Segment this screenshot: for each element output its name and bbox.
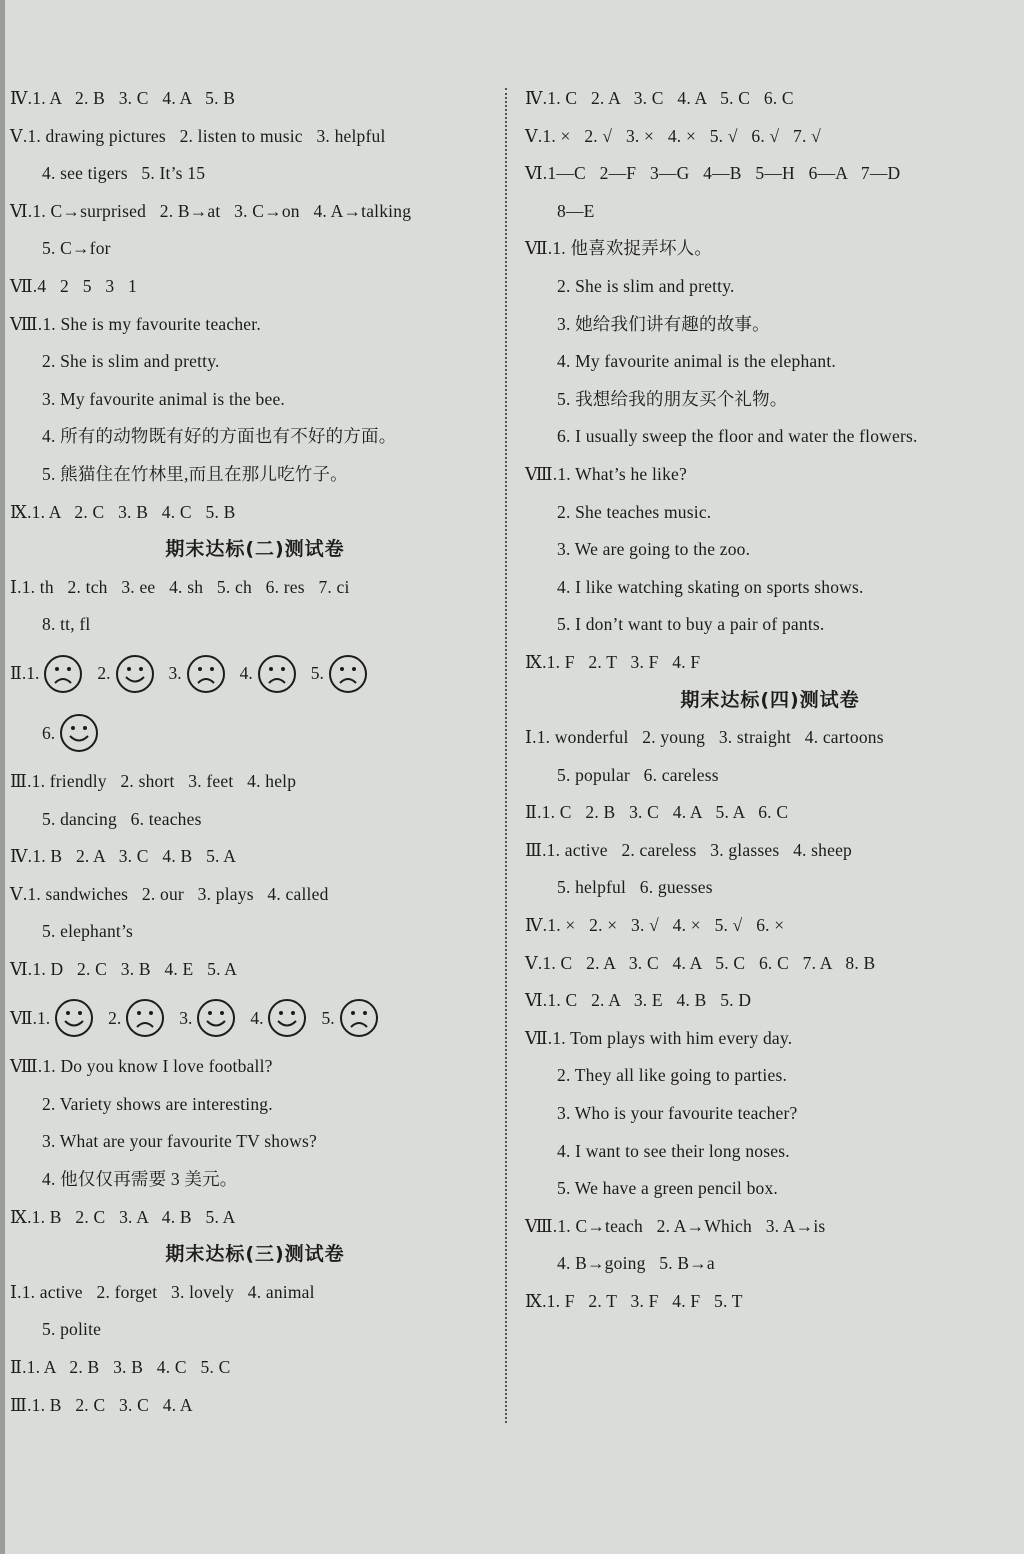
question-number: Ⅷ.: [525, 1215, 558, 1236]
answer-line: [10, 1161, 500, 1199]
answer-text: 5. We have a green pencil box.: [557, 1178, 778, 1199]
answer-line: [10, 801, 500, 839]
answer-text: 3. Who is your favourite teacher?: [557, 1103, 798, 1124]
answer-line: [525, 1057, 1015, 1095]
answer-text: 4. B→going 5. B→a: [557, 1253, 715, 1274]
question-number: Ⅵ.: [525, 163, 548, 184]
answer-line: [525, 155, 1015, 193]
face-answer: [37, 998, 94, 1038]
answer-line: [525, 1020, 1015, 1058]
answer-line: [525, 306, 1015, 344]
answer-line: [10, 343, 500, 381]
face-answer: [250, 998, 307, 1038]
question-number: Ⅸ.: [10, 501, 32, 522]
answer-text: 5. 我想给我的朋友买个礼物。: [557, 388, 788, 409]
answer-line: [525, 1245, 1015, 1283]
answer-line: [525, 268, 1015, 306]
question-number: Ⅱ.: [10, 1357, 27, 1377]
question-number: Ⅷ.: [10, 313, 43, 334]
answer-text: 1. B 2. A 3. C 4. B 5. A: [32, 846, 237, 867]
answer-line: [525, 193, 1015, 231]
face-number: 2.: [108, 1007, 122, 1028]
face-answer: [169, 654, 226, 694]
answer-column-left: [10, 80, 500, 1424]
sad-face-icon: [125, 998, 165, 1038]
answer-text: 4. 他仅仅再需要 3 美元。: [42, 1169, 238, 1190]
sad-face-icon: [186, 654, 226, 694]
smiley-face-icon: [59, 713, 99, 753]
face-number: 3.: [168, 663, 182, 684]
answer-text: 2. She is slim and pretty.: [557, 275, 735, 296]
question-number: Ⅴ.: [10, 883, 28, 904]
answer-text: 1. Tom plays with him every day.: [552, 1027, 793, 1048]
answer-line: [525, 569, 1015, 607]
section-heading: 期末达标(四)测试卷: [680, 688, 860, 711]
question-number: Ⅲ.: [10, 771, 32, 792]
section-heading: 期末达标(二)测试卷: [165, 538, 345, 561]
answer-line: [525, 418, 1015, 456]
face-number: 1.: [26, 663, 40, 684]
answer-line: [10, 268, 500, 306]
answer-text: 1. 他喜欢捉弄坏人。: [552, 238, 713, 259]
answer-text: 1. drawing pictures 2. listen to music 3. helpful: [27, 125, 386, 146]
answer-text: 4. 所有的动物既有好的方面也有不好的方面。: [42, 426, 397, 447]
answer-text: 1. × 2. × 3. √ 4. × 5. √ 6. ×: [547, 915, 785, 936]
question-number: Ⅱ.: [525, 802, 542, 823]
face-answer: [321, 998, 378, 1038]
answer-text: 1. friendly 2. short 3. feet 4. help: [31, 771, 297, 792]
answer-line: [10, 456, 500, 494]
answer-text: 1. Do you know I love football?: [42, 1056, 273, 1077]
answer-text: 1. What’s he like?: [557, 463, 687, 484]
answer-line: [10, 838, 500, 876]
face-number: 4.: [250, 1007, 264, 1028]
face-answer-row: [10, 989, 500, 1049]
answer-text: 1. active 2. forget 3. lovely 4. animal: [21, 1281, 315, 1302]
answer-text: 1. A 2. B 3. C 4. A 5. B: [32, 88, 236, 108]
answer-text: 1. C 2. A 3. C 4. A 5. C 6. C 7. A 8. B: [542, 952, 876, 973]
answer-line: [10, 1387, 500, 1425]
question-number: Ⅳ.: [10, 88, 33, 108]
answer-text: 5. popular 6. careless: [557, 764, 719, 785]
answer-line: [10, 418, 500, 456]
face-answer-row: [10, 644, 500, 704]
face-answer: [179, 998, 236, 1038]
answer-line: [10, 80, 500, 118]
answer-line: [525, 1283, 1015, 1321]
answer-line: [525, 531, 1015, 569]
answer-line: [525, 869, 1015, 907]
sad-face-icon: [328, 654, 368, 694]
answer-line: [10, 1086, 500, 1124]
face-answer: [42, 713, 99, 753]
face-number: 5.: [321, 1007, 335, 1028]
answer-line: [10, 1349, 500, 1387]
answer-line: [10, 494, 500, 532]
answer-line: [525, 832, 1015, 870]
smiley-face-icon: [115, 654, 155, 694]
answer-line: [525, 945, 1015, 983]
question-number: Ⅵ.: [10, 959, 33, 980]
question-number: Ⅶ.: [525, 1027, 553, 1048]
face-answer: [108, 998, 165, 1038]
question-number: Ⅸ.: [525, 1291, 547, 1311]
answer-text: 4. I want to see their long noses.: [557, 1140, 790, 1161]
section-heading: 期末达标(三)测试卷: [165, 1243, 345, 1266]
answer-line: [525, 794, 1015, 832]
answer-line: [10, 913, 500, 951]
sad-face-icon: [257, 654, 297, 694]
answer-line: [10, 606, 500, 644]
answer-text: 5. elephant’s: [42, 921, 134, 942]
answer-line: [525, 907, 1015, 945]
face-answer: [240, 654, 297, 694]
answer-text: 2. They all like going to parties.: [557, 1065, 788, 1086]
answer-text: 5. 熊猫住在竹林里,而且在那儿吃竹子。: [42, 463, 348, 484]
face-answer: [26, 654, 83, 694]
answer-text: 6. I usually sweep the floor and water the flowers.: [557, 426, 918, 447]
answer-text: 4 2 5 3 1: [37, 275, 138, 296]
answer-text: 1. th 2. tch 3. ee 4. sh 5. ch 6. res 7. ci: [21, 576, 350, 597]
question-number: Ⅷ.: [10, 1056, 43, 1077]
answer-line: [10, 1199, 500, 1237]
question-number: Ⅱ.: [10, 663, 27, 684]
question-number: Ⅵ.: [10, 200, 33, 221]
question-number: Ⅰ.: [10, 1281, 22, 1302]
answer-text: 1. C 2. B 3. C 4. A 5. A 6. C: [541, 802, 789, 823]
question-number: Ⅴ.: [525, 125, 543, 146]
answer-text: 1. active 2. careless 3. glasses 4. sheep: [546, 839, 853, 860]
question-number: Ⅲ.: [525, 839, 547, 860]
sad-face-icon: [43, 654, 83, 694]
answer-text: 1. sandwiches 2. our 3. plays 4. called: [27, 883, 329, 904]
answer-line: [525, 80, 1015, 118]
answer-text: 1. C 2. A 3. C 4. A 5. C 6. C: [547, 88, 794, 108]
answer-line: [525, 118, 1015, 156]
answer-line: [10, 1048, 500, 1086]
answer-text: 1. C→surprised 2. B→at 3. C→on 4. A→talking: [32, 200, 412, 221]
answer-text: 8—E: [557, 200, 595, 221]
answer-text: 5. C→for: [42, 238, 111, 259]
answer-text: 3. My favourite animal is the bee.: [42, 388, 285, 409]
face-number: 6.: [42, 722, 56, 743]
answer-text: 1. B 2. C 3. A 4. B 5. A: [31, 1206, 236, 1227]
answer-text: 4. I like watching skating on sports shows.: [557, 576, 864, 597]
answer-line: [10, 230, 500, 268]
answer-line: [10, 155, 500, 193]
question-number: Ⅶ.: [10, 275, 38, 296]
answer-line: [10, 569, 500, 607]
smiley-face-icon: [196, 998, 236, 1038]
answer-text: 1. She is my favourite teacher.: [42, 313, 261, 334]
answer-text: 1. A 2. C 3. B 4. C 5. B: [31, 501, 236, 522]
smiley-face-icon: [267, 998, 307, 1038]
question-number: Ⅵ.: [525, 990, 548, 1011]
answer-line: [10, 1274, 500, 1312]
question-number: Ⅰ.: [10, 576, 22, 597]
face-number: 5.: [310, 663, 324, 684]
column-divider: [505, 88, 507, 1423]
answer-line: [525, 230, 1015, 268]
answer-line: [525, 1208, 1015, 1246]
face-answer: [311, 654, 368, 694]
answer-line: [10, 763, 500, 801]
answer-text: 1. F 2. T 3. F 4. F 5. T: [546, 1291, 743, 1311]
answer-line: [525, 456, 1015, 494]
face-number: 2.: [97, 663, 111, 684]
answer-text: 1. C 2. A 3. E 4. B 5. D: [547, 990, 752, 1011]
question-number: Ⅴ.: [525, 952, 543, 973]
answer-column-right: [525, 80, 1015, 1321]
answer-text: 4. see tigers 5. It’s 15: [42, 163, 206, 184]
question-number: Ⅳ.: [525, 88, 548, 108]
question-number: Ⅸ.: [10, 1206, 32, 1227]
face-answer: [97, 654, 154, 694]
answer-line: [10, 381, 500, 419]
answer-text: 1. wonderful 2. young 3. straight 4. cartoons: [536, 727, 884, 748]
answer-text: 2. She is slim and pretty.: [42, 351, 220, 372]
answer-line: [525, 982, 1015, 1020]
question-number: Ⅲ.: [10, 1394, 32, 1415]
question-number: Ⅳ.: [525, 915, 548, 936]
question-number: Ⅳ.: [10, 846, 33, 867]
answer-text: 1. A 2. B 3. B 4. C 5. C: [26, 1357, 231, 1377]
answer-text: 1. × 2. √ 3. × 4. × 5. √ 6. √ 7. √: [542, 125, 821, 146]
question-number: Ⅶ.: [10, 1007, 37, 1028]
answer-text: 8. tt, fl: [42, 614, 91, 635]
face-number: 1.: [36, 1007, 51, 1028]
question-number: Ⅰ.: [525, 727, 537, 748]
answer-line: [525, 757, 1015, 795]
answer-line: [525, 1095, 1015, 1133]
answer-line: [10, 118, 500, 156]
answer-line: [525, 494, 1015, 532]
scan-edge: [0, 0, 5, 1554]
answer-line: [525, 606, 1015, 644]
answer-text: 3. What are your favourite TV shows?: [42, 1131, 317, 1152]
face-number: 3.: [179, 1007, 193, 1028]
question-number: Ⅶ.: [525, 238, 553, 259]
face-number: 4.: [239, 663, 253, 684]
answer-line: [525, 644, 1015, 682]
smiley-face-icon: [54, 998, 94, 1038]
answer-text: 1. D 2. C 3. B 4. E 5. A: [32, 959, 238, 980]
face-answer-row: [10, 704, 500, 764]
answer-text: 2. Variety shows are interesting.: [42, 1093, 273, 1114]
answer-line: [525, 381, 1015, 419]
sad-face-icon: [339, 998, 379, 1038]
answer-line: [10, 193, 500, 231]
answer-text: 5. I don’t want to buy a pair of pants.: [557, 614, 825, 635]
answer-line: [525, 1170, 1015, 1208]
answer-line: [525, 1133, 1015, 1171]
answer-text: 3. 她给我们讲有趣的故事。: [557, 313, 770, 334]
answer-text: 4. My favourite animal is the elephant.: [557, 351, 836, 372]
answer-text: 1. C→teach 2. A→Which 3. A→is: [557, 1215, 826, 1236]
answer-line: [10, 306, 500, 344]
answer-text: 5. polite: [42, 1319, 102, 1340]
answer-text: 5. dancing 6. teaches: [42, 808, 202, 829]
answer-line: [525, 719, 1015, 757]
question-number: Ⅸ.: [525, 651, 547, 672]
answer-line: [525, 343, 1015, 381]
answer-text: 2. She teaches music.: [557, 501, 712, 522]
answer-text: 3. We are going to the zoo.: [557, 539, 751, 560]
answer-text: 5. helpful 6. guesses: [557, 877, 713, 898]
answer-line: [10, 1123, 500, 1161]
answer-line: [10, 876, 500, 914]
answer-line: [10, 1311, 500, 1349]
answer-text: 1—C 2—F 3—G 4—B 5—H 6—A 7—D: [547, 163, 901, 184]
question-number: Ⅴ.: [10, 125, 28, 146]
question-number: Ⅷ.: [525, 463, 558, 484]
answer-text: 1. B 2. C 3. C 4. A: [31, 1394, 193, 1415]
answer-line: [10, 951, 500, 989]
answer-text: 1. F 2. T 3. F 4. F: [546, 651, 701, 672]
